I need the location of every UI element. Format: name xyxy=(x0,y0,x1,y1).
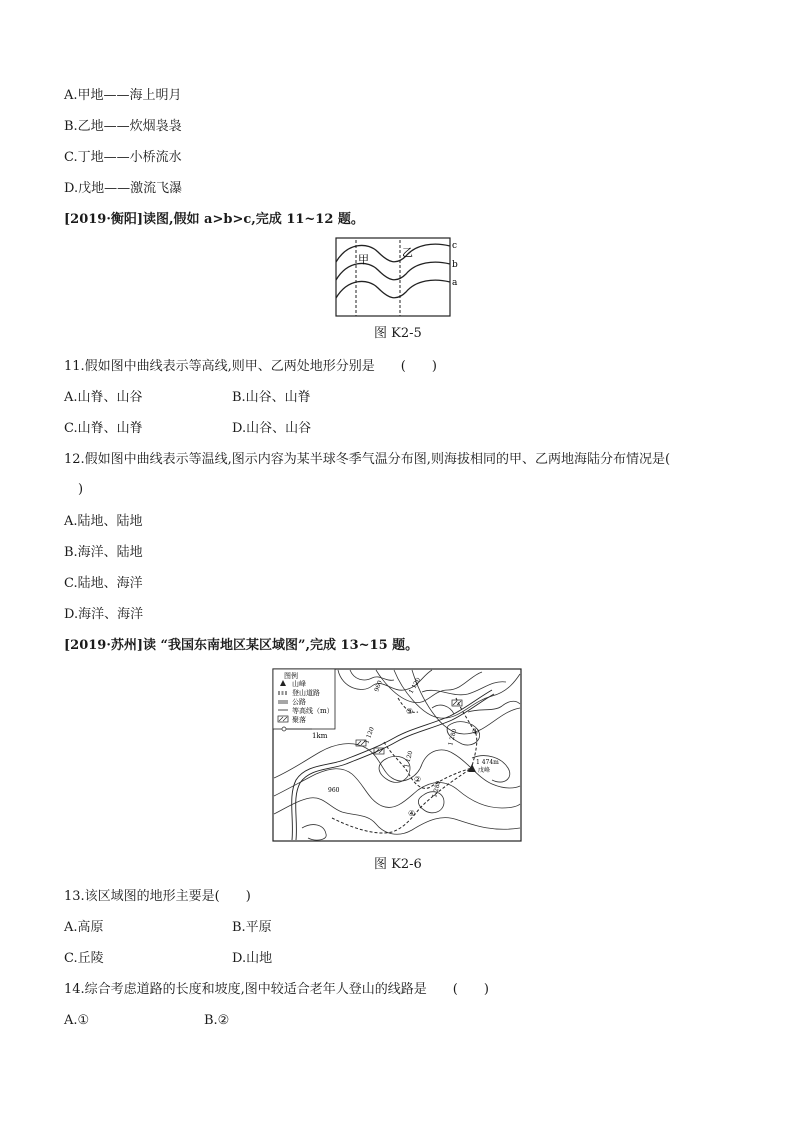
q11-option-d: D.山谷、山谷 xyxy=(232,421,312,436)
q13-stem: 13.该区域图的地形主要是( ) xyxy=(64,889,251,904)
q13-option-d: D.山地 xyxy=(232,951,273,966)
legend-item-highway: 公路 xyxy=(292,698,306,706)
map-legend xyxy=(273,669,335,740)
label-a: a xyxy=(452,278,458,288)
curve-c xyxy=(336,244,450,262)
q12-option-c: C.陆地、海洋 xyxy=(64,576,143,591)
contour-label: 960 xyxy=(373,679,384,693)
label-jia: 甲 xyxy=(358,253,369,266)
figure-caption-k2-6: 图 K2-6 xyxy=(374,857,422,872)
figure-caption-k2-5: 图 K2-5 xyxy=(374,326,422,341)
contour-figure-k2-5 xyxy=(334,236,464,318)
option-b: B.乙地——炊烟袅袅 xyxy=(64,119,182,134)
figure-frame xyxy=(336,238,450,316)
option-c: C.丁地——小桥流水 xyxy=(64,150,182,165)
contour-label: 1 280 xyxy=(447,728,459,747)
peak-elevation: 1 474m xyxy=(476,759,499,766)
q12-stem: 12.假如图中曲线表示等温线,图示内容为某半球冬季气温分布图,则海拔相同的甲、乙两地海陆分布情况是( xyxy=(64,452,671,467)
regional-map-k2-6 xyxy=(272,668,522,842)
legend-item-contour: 等高线（m） xyxy=(292,707,334,715)
q13-option-b: B.平原 xyxy=(232,920,272,935)
q14-option-b: B.② xyxy=(204,1013,230,1028)
legend-item-peak: 山峰 xyxy=(292,680,306,688)
q14-stem: 14.综合考虑道路的长度和坡度,图中较适合老年人登山的线路是 ( ) xyxy=(64,982,489,997)
section-header-suzhou: [2019·苏州]读 “我国东南地区某区域图”,完成 13~15 题。 xyxy=(64,638,419,653)
route-marker-2: ② xyxy=(414,775,422,784)
curve-a xyxy=(336,280,450,298)
contour-label: 1 280 xyxy=(431,780,443,799)
q14-option-a: A.① xyxy=(64,1013,90,1028)
route-marker-1: ① xyxy=(472,727,480,736)
q12-stem-cont: ) xyxy=(78,482,84,497)
q11-stem: 11.假如图中曲线表示等高线,则甲、乙两处地形分别是 ( ) xyxy=(64,359,437,374)
q11-option-c: C.山脊、山脊 xyxy=(64,421,143,436)
label-c: c xyxy=(452,241,458,251)
legend-title: 图例 xyxy=(284,672,298,680)
q12-option-b: B.海洋、陆地 xyxy=(64,545,143,560)
contour-label: 960 xyxy=(328,787,340,794)
q11-option-b: B.山谷、山脊 xyxy=(232,390,311,405)
contour-label: 1 120 xyxy=(363,726,376,745)
option-a: A.甲地——海上明月 xyxy=(64,88,182,103)
route-marker-4: ④ xyxy=(408,809,416,818)
q13-option-c: C.丘陵 xyxy=(64,951,104,966)
legend-item-trail: 登山道路 xyxy=(292,689,320,697)
label-yi: 乙 xyxy=(402,246,413,259)
legend-scale: 1km xyxy=(312,732,328,740)
peak-name: 戊峰 xyxy=(478,767,491,774)
label-b: b xyxy=(452,260,458,270)
contour-label: 1 120 xyxy=(403,750,415,769)
section-header-hengyang: [2019·衡阳]读图,假如 a>b>c,完成 11~12 题。 xyxy=(64,212,364,227)
route-marker-3: ③ xyxy=(406,707,414,716)
q11-option-a: A.山脊、山谷 xyxy=(64,390,143,405)
curve-b xyxy=(336,262,450,280)
contour-label: 1 120 xyxy=(407,676,423,695)
q12-option-a: A.陆地、陆地 xyxy=(64,514,143,529)
q12-option-d: D.海洋、海洋 xyxy=(64,607,144,622)
q13-option-a: A.高原 xyxy=(64,920,104,935)
legend-item-settlement: 聚落 xyxy=(292,716,306,724)
option-d: D.戊地——激流飞瀑 xyxy=(64,181,183,196)
